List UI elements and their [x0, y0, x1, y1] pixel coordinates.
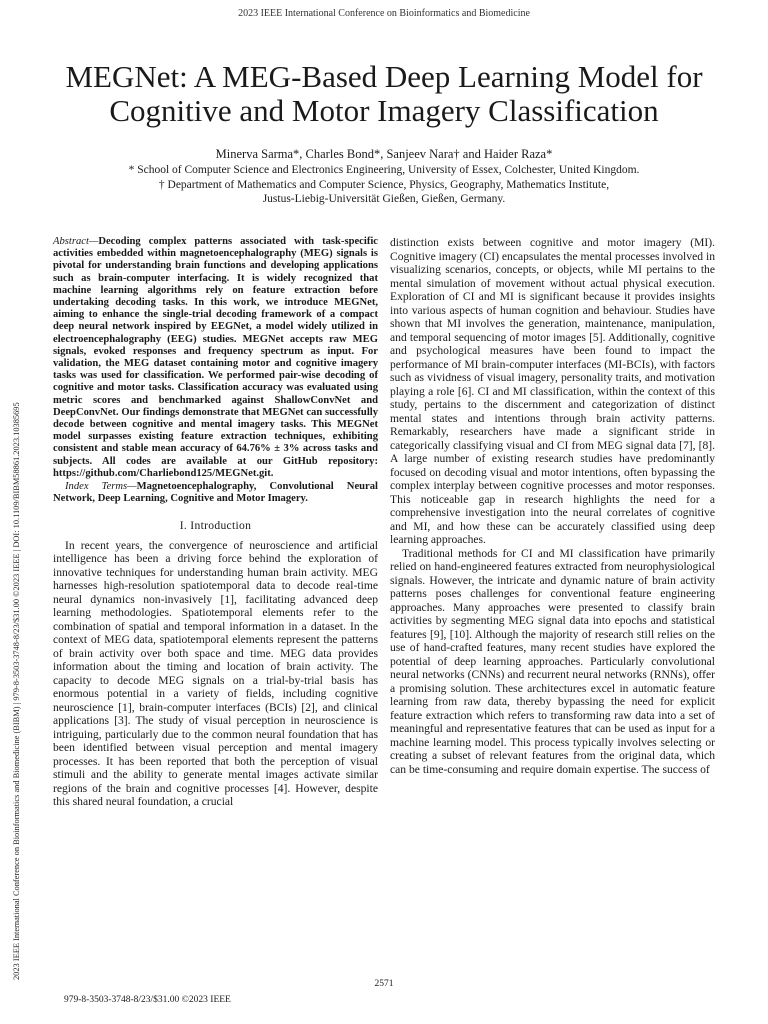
left-column: [53, 236, 378, 809]
paper-title: [20, 60, 748, 128]
conference-header: 2023 IEEE International Conference on Bioinformatics and Biomedicine: [238, 8, 530, 19]
affiliation-giessen-1: † Department of Mathematics and Computer Science, Physics, Geography, Mathematics Institute,: [158, 178, 610, 191]
index-terms-text: Magnetoencephalography, Convolutional Neural Network, Deep Learning, Cognitive and Motor Imagery.: [53, 481, 378, 505]
intro-paragraph-2: Traditional methods for CI and MI classification have primarily relied on hand-engineered features extracted from neurophysiological signals. However, the intricate and dynamic nature of brain activity patterns poses challenges for conventional feature engineering approaches. Many approaches were presented to classify brain activities by segmenting MEG signal data into epochs and statistical features [9], [10]. Although the majority of research still relies on the use of hand-crafted features, many recent studies have explored the potential of deep learning approaches. Particularly convolutional neural networks (CNNs) and recurrent neural networks (RNNs), offer a promising solution. These architectures excel in automatic feature learning from raw data, thereby bypassing the need for explicit feature extraction which refers to transforming raw data into a set of meaningful and representative features that can be used as input for a machine learning model. This process typically involves selecting or creating a subset of relevant features from the original data, which can be time-consuming and require domain expertise. The success of: [390, 546, 715, 776]
abstract: [53, 236, 378, 480]
author-list: Minerva Sarma*, Charles Bond*, Sanjeev Nara† and Haider Raza*: [215, 147, 553, 161]
section-heading: I. Introduction: [179, 519, 252, 533]
title-line-2: Cognitive and Motor Imagery Classification: [109, 93, 659, 128]
copyright-footer: 979-8-3503-3748-8/23/$31.00 ©2023 IEEE: [64, 995, 231, 1005]
right-column: [390, 236, 715, 776]
affiliation-giessen-2: Justus-Liebig-Universität Gießen, Gießen, Germany.: [262, 193, 506, 205]
index-terms-lead: Index Terms—: [65, 481, 137, 493]
page-number: 2571: [374, 979, 394, 989]
affiliations: [0, 163, 768, 207]
abstract-text: Decoding complex patterns associated with task-specific activities embedded within magnetoencephalography (MEG) signals is pivotal for understanding brain functions and developing applications such as brain-computer interfacing. It is widely recognized that machine learning algorithms rely on feature extraction before undertaking decoding tasks. In this work, we introduce MEGNet, aiming to enhance the single-trial decoding framework of a compact deep neural network inspired by EEGNet, a model widely utilized in electroencephalography (EEG) studies. MEGNet accepts raw MEG signals, evoked responses and frequency spectrum as input. For validation, the MEG dataset containing motor and cognitive imagery tasks was used for classification. We performed pair-wise decoding of cognitive and motor tasks. Classification accuracy was evaluated using metric scores and benchmarked against ShallowConvNet and DeepConvNet. Our findings demonstrate that MEGNet can successfully decode between cognitive and mental imagery tasks. This MEGNet model surpasses existing feature extraction techniques, exhibiting consistent and stable mean accuracy of 64.76% ± 3% across tasks and subjects. All codes are available at our GitHub repository: https://github.com/Charliebond125/MEGNet.git.: [53, 236, 378, 479]
index-terms: [53, 481, 378, 505]
affiliation-essex: * School of Computer Science and Electronics Engineering, University of Essex, Colchester, United Kingdom.: [128, 164, 640, 176]
intro-paragraph-continued: distinction exists between cognitive and motor imagery (MI). Cognitive imagery (CI) encapsulates the mental processes involved in visualizing scenarios, concepts, or objects, while MI pertains to the mental simulation of movement without actual physical execution. Exploration of CI and MI is significant because it provides insights into various aspects of human cognition and behaviour. Studies have shown that MI involves the generation, maintenance, manipulation, and temporal sequencing of motor images [5]. Additionally, cognitive and psychological measures have been found to impact the performance of MI brain-computer interfaces (MI-BCIs), with factors such as vividness of visual imagery, personality traits, and motivation playing a role [6]. CI and MI classification, within the context of this study, pertains to the discernment and categorization of distinct mental states and intentions through brain activity patterns. Remarkably, researchers have made a significant stride in categorically classifying visual and CI from MEG signal data [7], [8]. A large number of existing research studies have predominantly focused on decoding visual and motor intentions, often bypassing the complex interplay between cognitive processes and motor responses. This noticeable gap in research highlights the need for a comprehensive investigation into the neural correlates of cognitive and MI, and how these can be accurately classified using deep learning approaches.: [390, 236, 715, 546]
title-line-1: MEGNet: A MEG-Based Deep Learning Model for: [65, 59, 703, 94]
intro-paragraph-1: In recent years, the convergence of neuroscience and artificial intelligence has been a driving force behind the exploration of innovative techniques for understanding human brain activity. MEG harnesses high-resolution spatiotemporal data to decode real-time neural dynamics non-invasively [1], facilitating advanced deep learning methodologies. Spatiotemporal elements refer to the combination of spatial and temporal information in a dataset. In the context of MEG data, spatiotemporal elements represent the patterns of brain activity over both space and time. MEG data provides information about the timing and location of brain activity. The capacity to decode MEG signals on a trial-by-trial basis has enormous potential in a variety of fields, including cognitive neuroscience [1], brain-computer interfaces (BCIs) [2], and clinical applications [3]. The study of visual perception in neuroscience is intriguing, particularly due to the common neural foundation that has been identified between visual perception and mental imagery processes. It has been reported that both the perception of visual stimuli and the ability to generate mental images activate similar regions of the brain and cognitive processes [4]. However, despite this shared neural foundation, a crucial: [53, 538, 378, 809]
doi-sidebar: 2023 IEEE International Conference on Bioinformatics and Biomedicine (BIBM) | 979-8-3503-3748-8/23/$31.00 ©2023 IEEE | DOI: 10.1109/BIBM58861.2023.10385695: [12, 402, 21, 980]
abstract-lead: Abstract—: [53, 236, 99, 247]
